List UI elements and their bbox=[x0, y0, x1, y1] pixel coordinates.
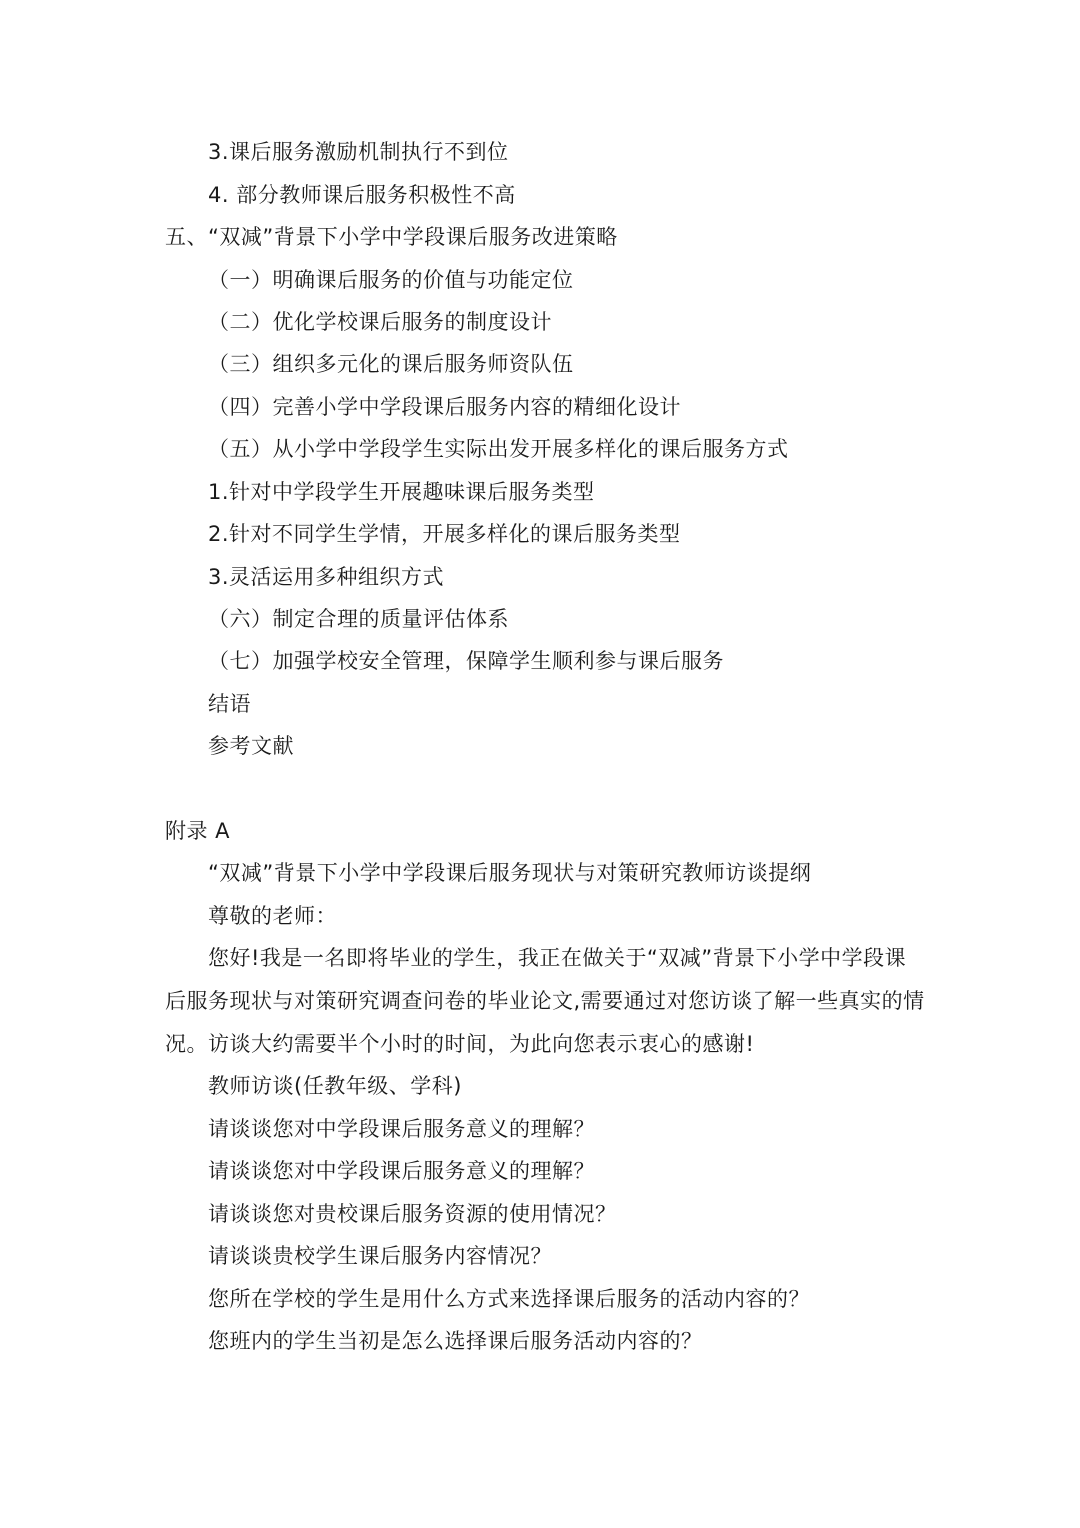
salutation: 尊敬的老师： bbox=[208, 904, 337, 928]
subsection-5: （五）从小学中学段学生实际出发开展多样化的课后服务方式 bbox=[208, 437, 789, 461]
interview-question: 请谈谈您对贵校课后服务资源的使用情况？ bbox=[208, 1202, 617, 1226]
interview-question: 请谈谈您对中学段课后服务意义的理解？ bbox=[208, 1117, 595, 1141]
references-heading: 参考文献 bbox=[208, 734, 294, 758]
interview-question: 您所在学校的学生是用什么方式来选择课后服务的活动内容的？ bbox=[208, 1287, 810, 1311]
section-heading-5: 五、“双减”背景下小学中学段课后服务改进策略 bbox=[165, 225, 618, 249]
outline-item-3: 3.课后服务激励机制执行不到位 bbox=[208, 140, 509, 164]
conclusion-heading: 结语 bbox=[208, 692, 251, 716]
appendix-title: “双减”背景下小学中学段课后服务现状与对策研究教师访谈提纲 bbox=[208, 861, 812, 885]
outline-item-4: 4. 部分教师课后服务积极性不高 bbox=[208, 183, 516, 207]
subsection-4: （四）完善小学中学段课后服务内容的精细化设计 bbox=[208, 395, 681, 419]
intro-paragraph: 您好!我是一名即将毕业的学生，我正在做关于“双减”背景下小学中学段课后服务现状与对策研究调查问卷的毕业论文,需要通过对您访谈了解一些真实的情况。访谈大约需要半个小时的时间，为此向您表示衷心的感谢! bbox=[165, 946, 925, 1056]
subsection-7: （七）加强学校安全管理，保障学生顺利参与课后服务 bbox=[208, 649, 724, 673]
interview-question: 请谈谈贵校学生课后服务内容情况？ bbox=[208, 1244, 552, 1268]
interview-label: 教师访谈(任教年级、学科) bbox=[208, 1074, 462, 1098]
subsection-5-item-2: 2.针对不同学生学情，开展多样化的课后服务类型 bbox=[208, 522, 681, 546]
subsection-2: （二）优化学校课后服务的制度设计 bbox=[208, 310, 552, 334]
interview-question: 您班内的学生当初是怎么选择课后服务活动内容的？ bbox=[208, 1329, 703, 1353]
subsection-6: （六）制定合理的质量评估体系 bbox=[208, 607, 509, 631]
subsection-3: （三）组织多元化的课后服务师资队伍 bbox=[208, 352, 574, 376]
appendix-heading: 附录 A bbox=[165, 819, 231, 843]
subsection-5-item-1: 1.针对中学段学生开展趣味课后服务类型 bbox=[208, 480, 595, 504]
subsection-5-item-3: 3.灵活运用多种组织方式 bbox=[208, 565, 445, 589]
subsection-1: （一）明确课后服务的价值与功能定位 bbox=[208, 268, 574, 292]
interview-question: 请谈谈您对中学段课后服务意义的理解？ bbox=[208, 1159, 595, 1183]
